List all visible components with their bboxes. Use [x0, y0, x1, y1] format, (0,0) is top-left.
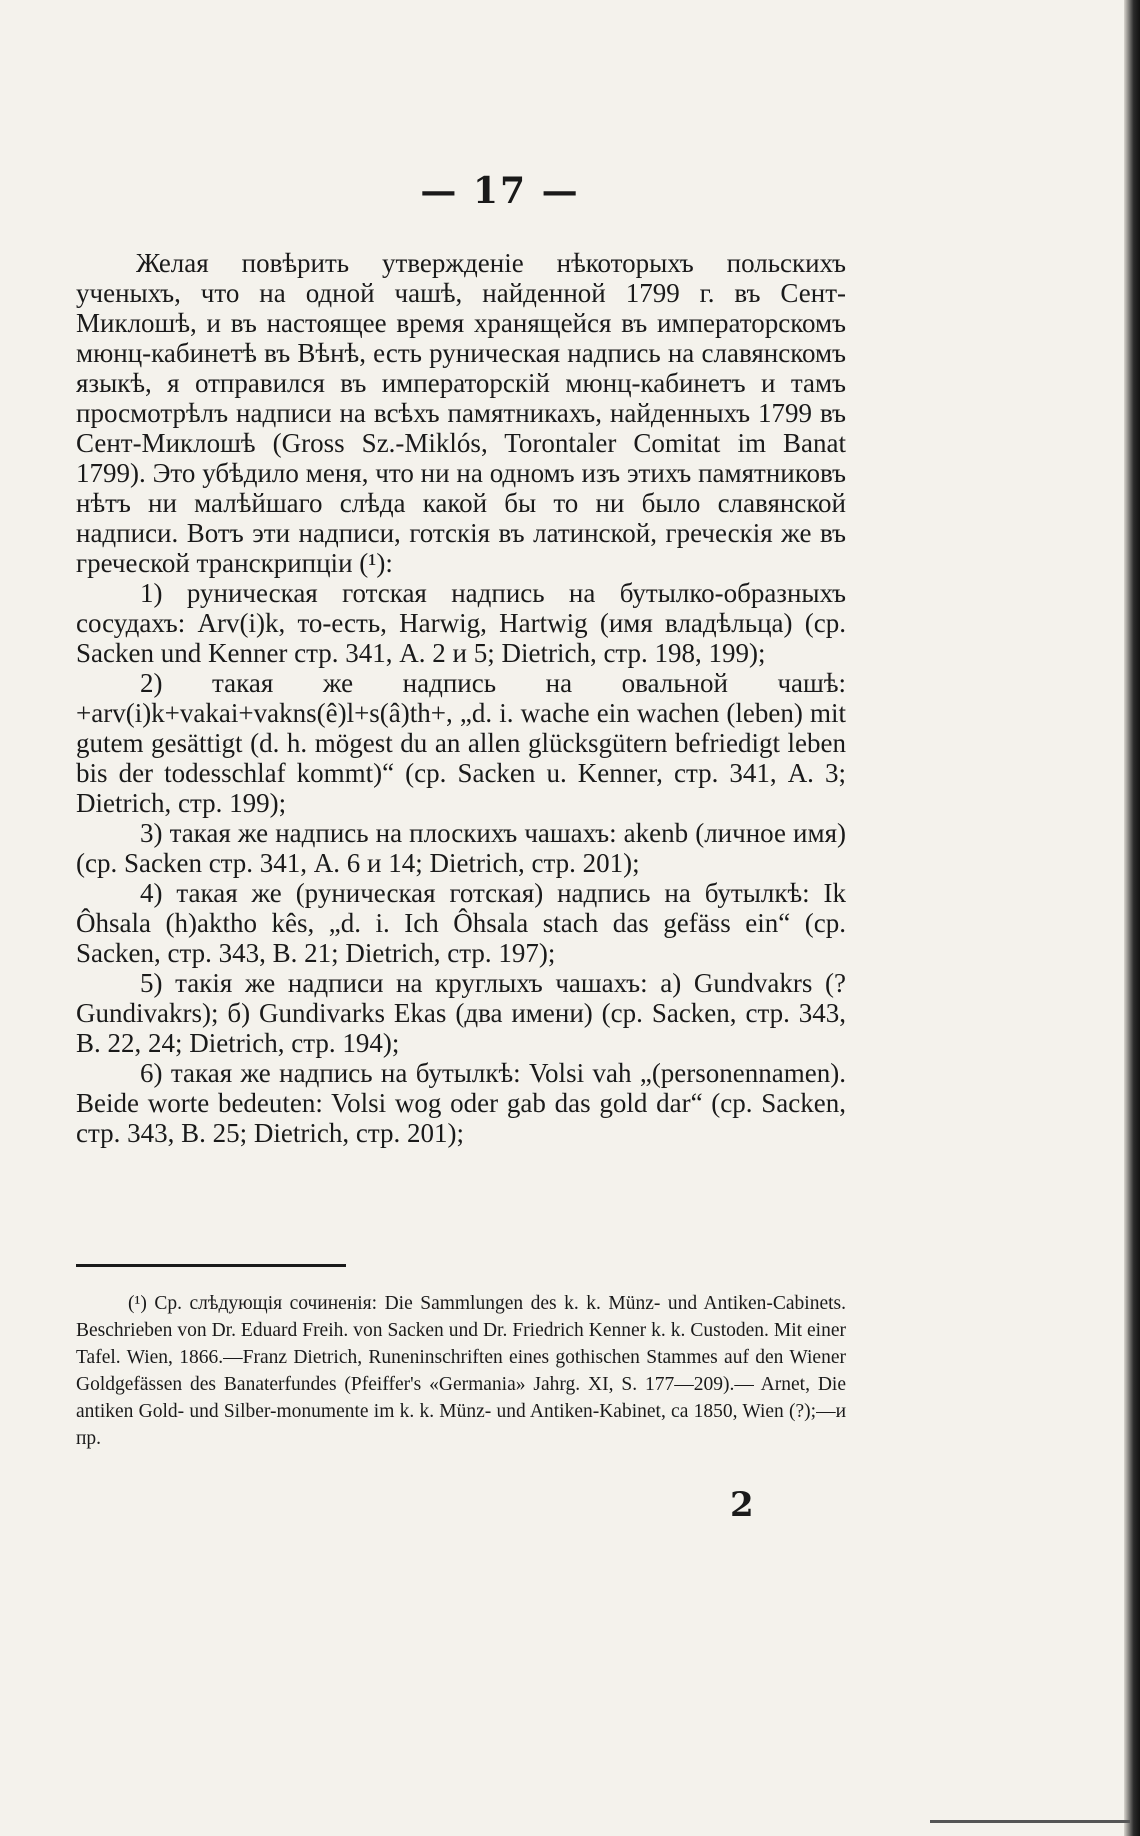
list-item: 2) такая же надпись на овальной чашѣ: +arv(i)k+vakai+vakns(ê)l+s(â)th+, „d. i. wache ein wachen (leben) mit gutem gesättigt (d. h. mögest du an allen glücksgütern befriedigt leben bis der todesschlaf kommt)“ (ср. Sacken u. Kenner, стр. 341, A. 3; Dietrich, стр. 199); [76, 668, 846, 818]
footnote-text: (¹) Ср. слѣдующія сочиненія: Die Sammlungen des k. k. Münz- und Antiken-Cabinets. Beschrieben von Dr. Eduard Freih. von Sacken und Dr. Friedrich Kenner k. k. Custoden. Mit einer Tafel. Wien, 1866.—Franz Dietrich, Runeninschriften eines gothischen Stammes auf den Wiener Goldgefässen des Banaterfundes (Pfeiffer's «Germania» Jahrg. XI, S. 177—209).— Arnet, Die antiken Gold- und Silber-monumente im k. k. Münz- und Antiken-Kabinet, ca 1850, Wien (?);—и пр. [76, 1293, 846, 1449]
footnote-divider [76, 1264, 346, 1267]
bottom-edge-mark [930, 1820, 1130, 1823]
list-item: 4) такая же (руническая готская) надпись на бутылкѣ: Ik Ôhsala (h)aktho kês, „d. i. Ich Ôhsala stach das gefäss ein“ (ср. Sacken, стр. 343, B. 21; Dietrich, стр. 197); [76, 878, 846, 968]
footnote [76, 1290, 846, 1452]
list-item: 3) такая же надпись на плоскихъ чашахъ: akenb (личное имя) (ср. Sacken стр. 341, A. 6 и 14; Dietrich, стр. 201); [76, 818, 846, 878]
signature-mark: 2 [730, 1485, 754, 1525]
intro-paragraph: Желая повѣрить утвержденіе нѣкоторыхъ польскихъ ученыхъ, что на одной чашѣ, найденной 1799 г. въ Сент-Миклошѣ, и въ настоящее время хранящейся въ императорскомъ мюнц-кабинетѣ въ Вѣнѣ, есть руническая надпись на славянскомъ языкѣ, я отправился въ императорскій мюнц-кабинетъ и тамъ просмотрѣлъ надписи на всѣхъ памятникахъ, найденныхъ 1799 въ Сент-Миклошѣ (Gross Sz.-Miklós, Torontaler Comitat im Banat 1799). Это убѣдило меня, что ни на одномъ изъ этихъ памятниковъ нѣтъ ни малѣйшаго слѣда какой бы то ни было славянской надписи. Вотъ эти надписи, готскія въ латинской, греческія же въ греческой транскрипціи (¹): [76, 248, 846, 578]
list-item: 5) такія же надписи на круглыхъ чашахъ: а) Gundvakrs (? Gundivakrs); б) Gundivarks Ekas (два имени) (ср. Sacken, стр. 343, B. 22, 24; Dietrich, стр. 194); [76, 968, 846, 1058]
page-edge-shadow [1124, 0, 1140, 1836]
main-text [76, 248, 846, 1148]
page-number: — 17 — [420, 170, 580, 212]
list-item: 1) руническая готская надпись на бутылко-образныхъ сосудахъ: Arv(i)k, то-есть, Harwig, Hartwig (имя владѣльца) (ср. Sacken und Kenner стр. 341, A. 2 и 5; Dietrich, стр. 198, 199); [76, 578, 846, 668]
list-item: 6) такая же надпись на бутылкѣ: Volsi vah „(personennamen). Beide worte bedeuten: Volsi wog oder gab das gold dar“ (ср. Sacken, стр. 343, B. 25; Dietrich, стр. 201); [76, 1058, 846, 1148]
